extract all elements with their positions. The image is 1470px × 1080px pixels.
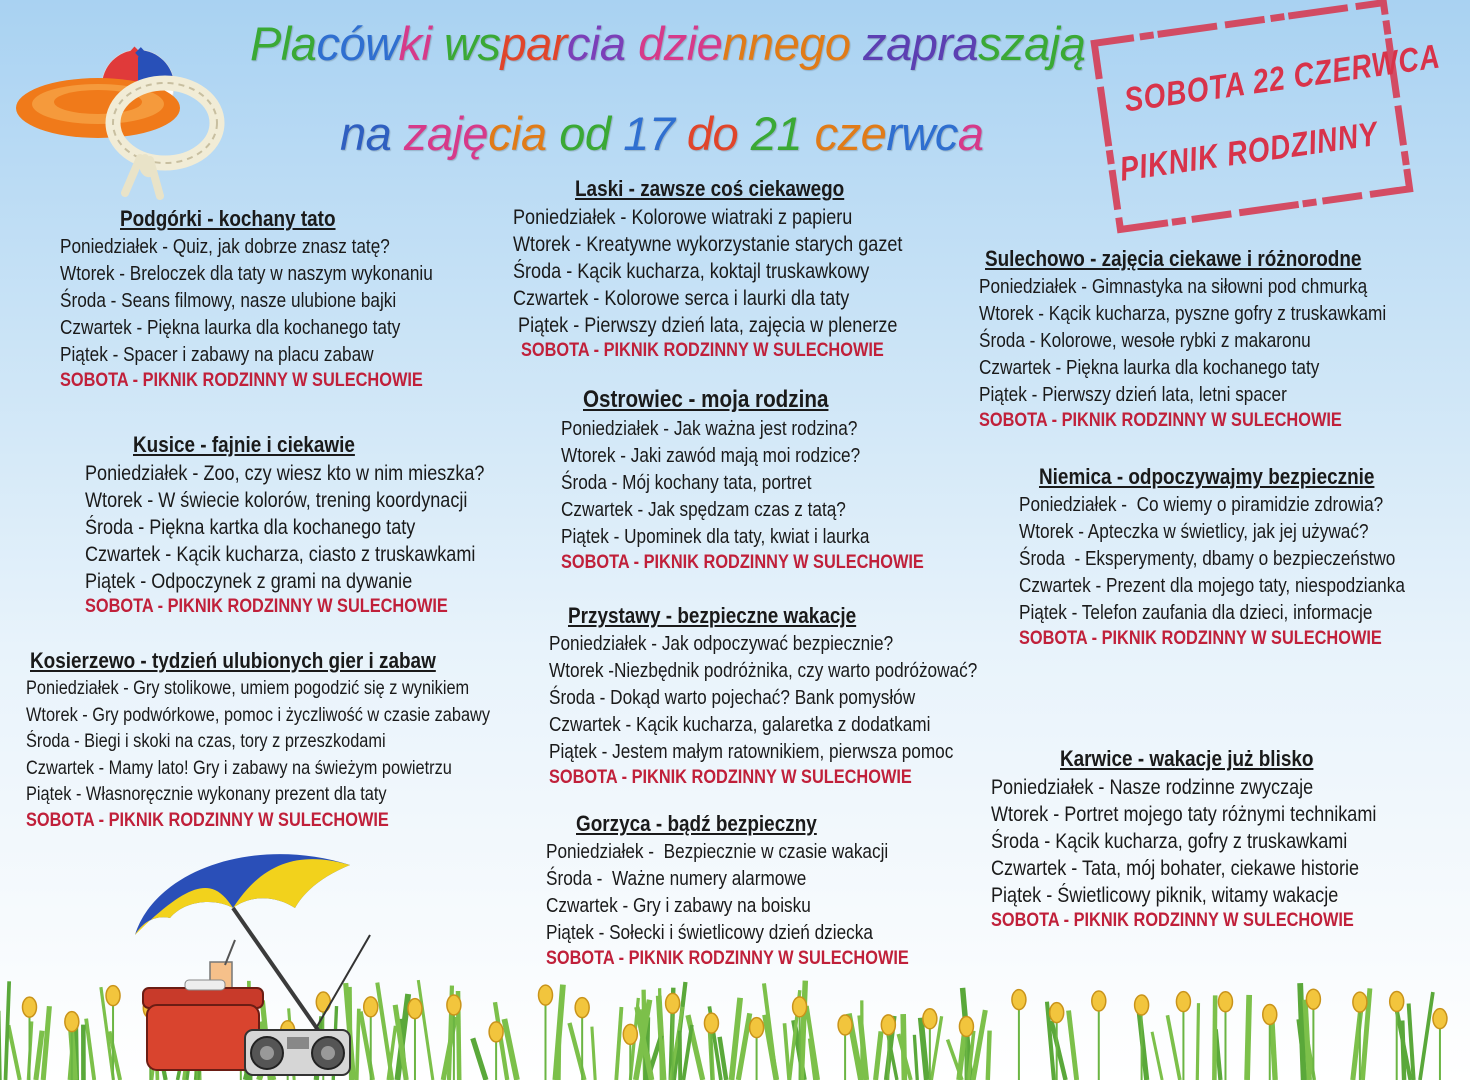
flower-head	[1433, 1009, 1447, 1029]
schedule-row: Poniedziałek - Nasze rodzinne zwyczaje	[991, 776, 1314, 799]
beach-toys-icon	[10, 28, 230, 203]
schedule-row: Czwartek - Kącik kucharza, ciasto z truskawkami	[85, 543, 476, 566]
section-title: Niemica - odpoczywajmy bezpiecznie	[1039, 464, 1375, 489]
schedule-row: Poniedziałek - Quiz, jak dobrze znasz tatę?	[60, 236, 390, 258]
grass-blade	[683, 1025, 691, 1080]
grass-blade	[1214, 995, 1215, 1080]
grass-blade	[660, 988, 662, 1080]
boombox-icon	[245, 935, 370, 1075]
title-segment: ws	[444, 17, 501, 70]
grass-blade	[1167, 1015, 1179, 1080]
picnic-illustration-icon	[115, 840, 385, 1080]
schedule-row: Wtorek - Kreatywne wykorzystanie starych gazet	[513, 233, 903, 256]
title-segment: do	[686, 107, 751, 160]
flower-head	[1218, 992, 1232, 1012]
title-segment: nnego	[722, 17, 864, 70]
saturday-note: SOBOTA - PIKNIK RODZINNY W SULECHOWIE	[561, 552, 924, 573]
page-title-line-1	[250, 17, 1086, 70]
grass-blade	[473, 1038, 486, 1080]
title-segment: zapra	[863, 17, 979, 70]
title-segment: cia	[488, 107, 560, 160]
title-segment: cia	[566, 17, 639, 70]
schedule-row: Piątek - Jestem małym ratownikiem, pierwsza pomoc	[549, 741, 954, 763]
section-title: Podgórki - kochany tato	[120, 206, 336, 231]
schedule-row: Piątek - Świetlicowy piknik, witamy wakacje	[991, 884, 1339, 907]
saturday-note: SOBOTA - PIKNIK RODZINNY W SULECHOWIE	[60, 370, 423, 391]
schedule-row: Środa - Eksperymenty, dbamy o bezpieczeństwo	[1019, 548, 1396, 570]
saturday-note: SOBOTA - PIKNIK RODZINNY W SULECHOWIE	[546, 948, 909, 969]
flower-head	[1306, 989, 1320, 1009]
schedule-row: Poniedziałek - Kolorowe wiatraki z papieru	[513, 206, 853, 229]
title-segment: a	[957, 107, 984, 160]
section-title: Gorzyca - bądź bezpieczny	[576, 811, 817, 836]
flower-head	[923, 1009, 937, 1029]
schedule-row: Piątek - Spacer i zabawy na placu zabaw	[60, 344, 374, 366]
title-segment: rwc	[886, 107, 958, 160]
grass-blade	[1272, 1015, 1275, 1080]
section-niemica	[1019, 464, 1468, 651]
section-title: Laski - zawsze coś ciekawego	[575, 176, 845, 201]
grass-blade	[8, 1025, 19, 1080]
schedule-row: Poniedziałek - Gimnastyka na siłowni pod chmurką	[979, 276, 1368, 298]
section-kosierzewo	[26, 648, 566, 833]
schedule-row: Poniedziałek - Zoo, czy wiesz kto w nim mieszka?	[85, 462, 485, 485]
section-title: Sulechowo - zajęcia ciekawe i różnorodne	[985, 246, 1362, 271]
grass-blade	[801, 981, 805, 1080]
flower-head	[1135, 995, 1149, 1015]
title-segment: ki	[398, 17, 445, 70]
title-segment: cze	[814, 107, 887, 160]
schedule-row: Środa - Kącik kucharza, koktajl truskawkowy	[513, 260, 870, 283]
grass-blade	[5, 981, 9, 1080]
flower-head	[1012, 990, 1026, 1010]
grass-blade	[914, 1035, 917, 1080]
flower-head	[1092, 991, 1106, 1011]
schedule-row: Wtorek - Breloczek dla taty w naszym wykonaniu	[60, 263, 433, 285]
saturday-note: SOBOTA - PIKNIK RODZINNY W SULECHOWIE	[85, 596, 448, 617]
schedule-row: Piątek - Odpoczynek z grami na dywanie	[85, 570, 413, 593]
flower-head	[22, 997, 36, 1017]
grass-blade	[43, 1006, 49, 1080]
flower-head	[1390, 991, 1404, 1011]
grass-blade	[418, 980, 433, 1080]
section-laski	[513, 176, 966, 363]
schedule-row: Czwartek - Prezent dla mojego taty, niespodzianka	[1019, 575, 1405, 597]
flower-head	[623, 1024, 637, 1044]
grass-blade	[592, 1027, 595, 1080]
grass-blade	[559, 1035, 560, 1080]
schedule-row: Piątek - Pierwszy dzień lata, zajęcia w plenerze	[513, 314, 898, 337]
grass-blade	[1069, 1010, 1077, 1080]
saturday-picnic-stamp	[1087, 0, 1443, 239]
schedule-row: Wtorek -Niezbędnik podróżnika, czy warto podróżować?	[549, 660, 978, 682]
title-segment: od	[559, 107, 624, 160]
flower-head	[750, 1018, 764, 1038]
section-podgorki	[60, 206, 494, 393]
grass-blade	[1420, 992, 1433, 1080]
schedule-row: Czwartek - Kolorowe serca i laurki dla taty	[513, 287, 850, 310]
saturday-note: SOBOTA - PIKNIK RODZINNY W SULECHOWIE	[979, 410, 1342, 431]
saturday-note: SOBOTA - PIKNIK RODZINNY W SULECHOWIE	[549, 767, 912, 788]
flower-head	[881, 1015, 895, 1035]
schedule-row: Środa - Seans filmowy, nasze ulubione bajki	[60, 290, 397, 312]
schedule-row: Piątek - Własnoręcznie wykonany prezent dla taty	[26, 784, 387, 806]
section-title: Ostrowiec - moja rodzina	[583, 386, 829, 413]
title-segment: Pla	[250, 17, 317, 70]
section-karwice	[991, 746, 1439, 933]
flower-head	[838, 1015, 852, 1035]
saturday-note: SOBOTA - PIKNIK RODZINNY W SULECHOWIE	[26, 809, 389, 831]
schedule-row: Piątek - Upominek dla taty, kwiat i laurka	[561, 526, 870, 548]
flower-head	[575, 998, 589, 1018]
flower-head	[1353, 992, 1367, 1012]
page-title-line-2	[340, 107, 1160, 160]
grass-blade	[680, 1031, 681, 1080]
schedule-row: Piątek - Telefon zaufania dla dzieci, informacje	[1019, 602, 1373, 624]
schedule-row: Czwartek - Piękna laurka dla kochanego taty	[60, 317, 401, 339]
stamp-line-picnic: PIKNIK RODZINNY	[1117, 114, 1381, 189]
flower-head	[65, 1012, 79, 1032]
grass-blade	[988, 1031, 990, 1080]
grass-blade	[784, 1023, 789, 1080]
grass-blade	[616, 1007, 621, 1080]
schedule-row: Wtorek - Kącik kucharza, pyszne gofry z truskawkami	[979, 303, 1387, 325]
title-segment: par	[500, 17, 567, 70]
flower-head	[447, 995, 461, 1015]
schedule-row: Środa - Biegi i skoki na czas, tory z przeszkodami	[26, 731, 386, 753]
section-title: Karwice - wakacje już blisko	[1060, 746, 1314, 771]
section-przystawy	[549, 603, 1047, 790]
schedule-row: Środa - Dokąd warto pojechać? Bank pomysłów	[549, 687, 916, 709]
schedule-row: Czwartek - Jak spędzam czas z tatą?	[561, 499, 846, 521]
schedule-row: Wtorek - W świecie kolorów, trening koordynacji	[85, 489, 468, 512]
flower-head	[489, 1022, 503, 1042]
grass-blade	[1152, 1032, 1162, 1080]
grass-blade	[973, 1010, 985, 1080]
schedule-row: Wtorek - Gry podwórkowe, pomoc i życzliwość w czasie zabawy	[26, 704, 491, 726]
schedule-row: Poniedziałek - Co wiemy o piramidzie zdrowia?	[1019, 494, 1384, 516]
section-title: Kusice - fajnie i ciekawie	[133, 432, 355, 457]
title-segment: ców	[316, 17, 399, 70]
schedule-row: Poniedziałek - Jak odpoczywać bezpiecznie?	[549, 633, 894, 655]
saturday-note: SOBOTA - PIKNIK RODZINNY W SULECHOWIE	[1019, 628, 1382, 649]
flower-head	[1176, 992, 1190, 1012]
stamp-line-date: SOBOTA 22 CZERWCA	[1121, 37, 1443, 120]
schedule-row: Czwartek - Gry i zabawy na boisku	[546, 895, 811, 917]
schedule-row: Środa - Ważne numery alarmowe	[546, 868, 807, 890]
grass-blade	[903, 1014, 904, 1080]
section-gorzyca	[546, 811, 968, 971]
section-title: Kosierzewo - tydzień ulubionych gier i zabaw	[30, 648, 436, 673]
schedule-row: Środa - Kącik kucharza, gofry z truskawkami	[991, 830, 1348, 853]
title-segment: na	[340, 107, 404, 160]
grass-blade	[86, 1019, 94, 1080]
grass-blade	[36, 1031, 42, 1080]
schedule-row: Piątek - Pierwszy dzień lata, letni spacer	[979, 384, 1287, 406]
schedule-row: Środa - Piękna kartka dla kochanego taty	[85, 516, 416, 539]
schedule-row: Wtorek - Jaki zawód mają moi rodzice?	[561, 445, 861, 467]
title-segment: szają	[978, 17, 1086, 70]
schedule-row: Wtorek - Portret mojego taty różnymi technikami	[991, 803, 1377, 826]
grass-blade	[1197, 1003, 1198, 1080]
title-segment: zaję	[403, 107, 489, 160]
title-segment: 17	[623, 107, 687, 160]
flower-head	[959, 1016, 973, 1036]
section-ostrowiec	[561, 386, 983, 575]
schedule-row: Poniedziałek - Jak ważna jest rodzina?	[561, 418, 858, 440]
section-title: Przystawy - bezpieczne wakacje	[568, 603, 857, 628]
title-segment: 21	[750, 107, 815, 160]
flower-head	[1263, 1005, 1277, 1025]
schedule-row: Czwartek - Mamy lato! Gry i zabawy na świeżym powietrzu	[26, 757, 452, 779]
schedule-row: Wtorek - Apteczka w świetlicy, jak jej używać?	[1019, 521, 1369, 543]
flower-head	[408, 999, 422, 1019]
saturday-note: SOBOTA - PIKNIK RODZINNY W SULECHOWIE	[991, 910, 1354, 931]
saturday-note: SOBOTA - PIKNIK RODZINNY W SULECHOWIE	[521, 340, 884, 361]
grass-blade	[1247, 995, 1249, 1080]
section-sulechowo	[979, 246, 1452, 433]
flower-head	[666, 993, 680, 1013]
flower-head	[793, 997, 807, 1017]
flower-head	[538, 985, 552, 1005]
schedule-row: Środa - Mój kochany tata, portret	[561, 472, 812, 494]
section-kusice	[85, 432, 550, 619]
schedule-row: Środa - Kolorowe, wesołe rybki z makaronu	[979, 330, 1311, 352]
schedule-row: Poniedziałek - Bezpiecznie w czasie wakacji	[546, 841, 889, 863]
flower-head	[1050, 1003, 1064, 1023]
schedule-row: Poniedziałek - Gry stolikowe, umiem pogodzić się z wynikiem	[26, 678, 470, 699]
flower-head	[704, 1013, 718, 1033]
grass-blade	[876, 1031, 881, 1080]
schedule-row: Piątek - Sołecki i świetlicowy dzień dziecka	[546, 922, 873, 944]
schedule-row: Czwartek - Piękna laurka dla kochanego taty	[979, 357, 1320, 379]
title-segment: dzie	[638, 17, 723, 70]
schedule-row: Czwartek - Kącik kucharza, galaretka z dodatkami	[549, 714, 931, 736]
schedule-row: Czwartek - Tata, mój bohater, ciekawe historie	[991, 857, 1360, 880]
